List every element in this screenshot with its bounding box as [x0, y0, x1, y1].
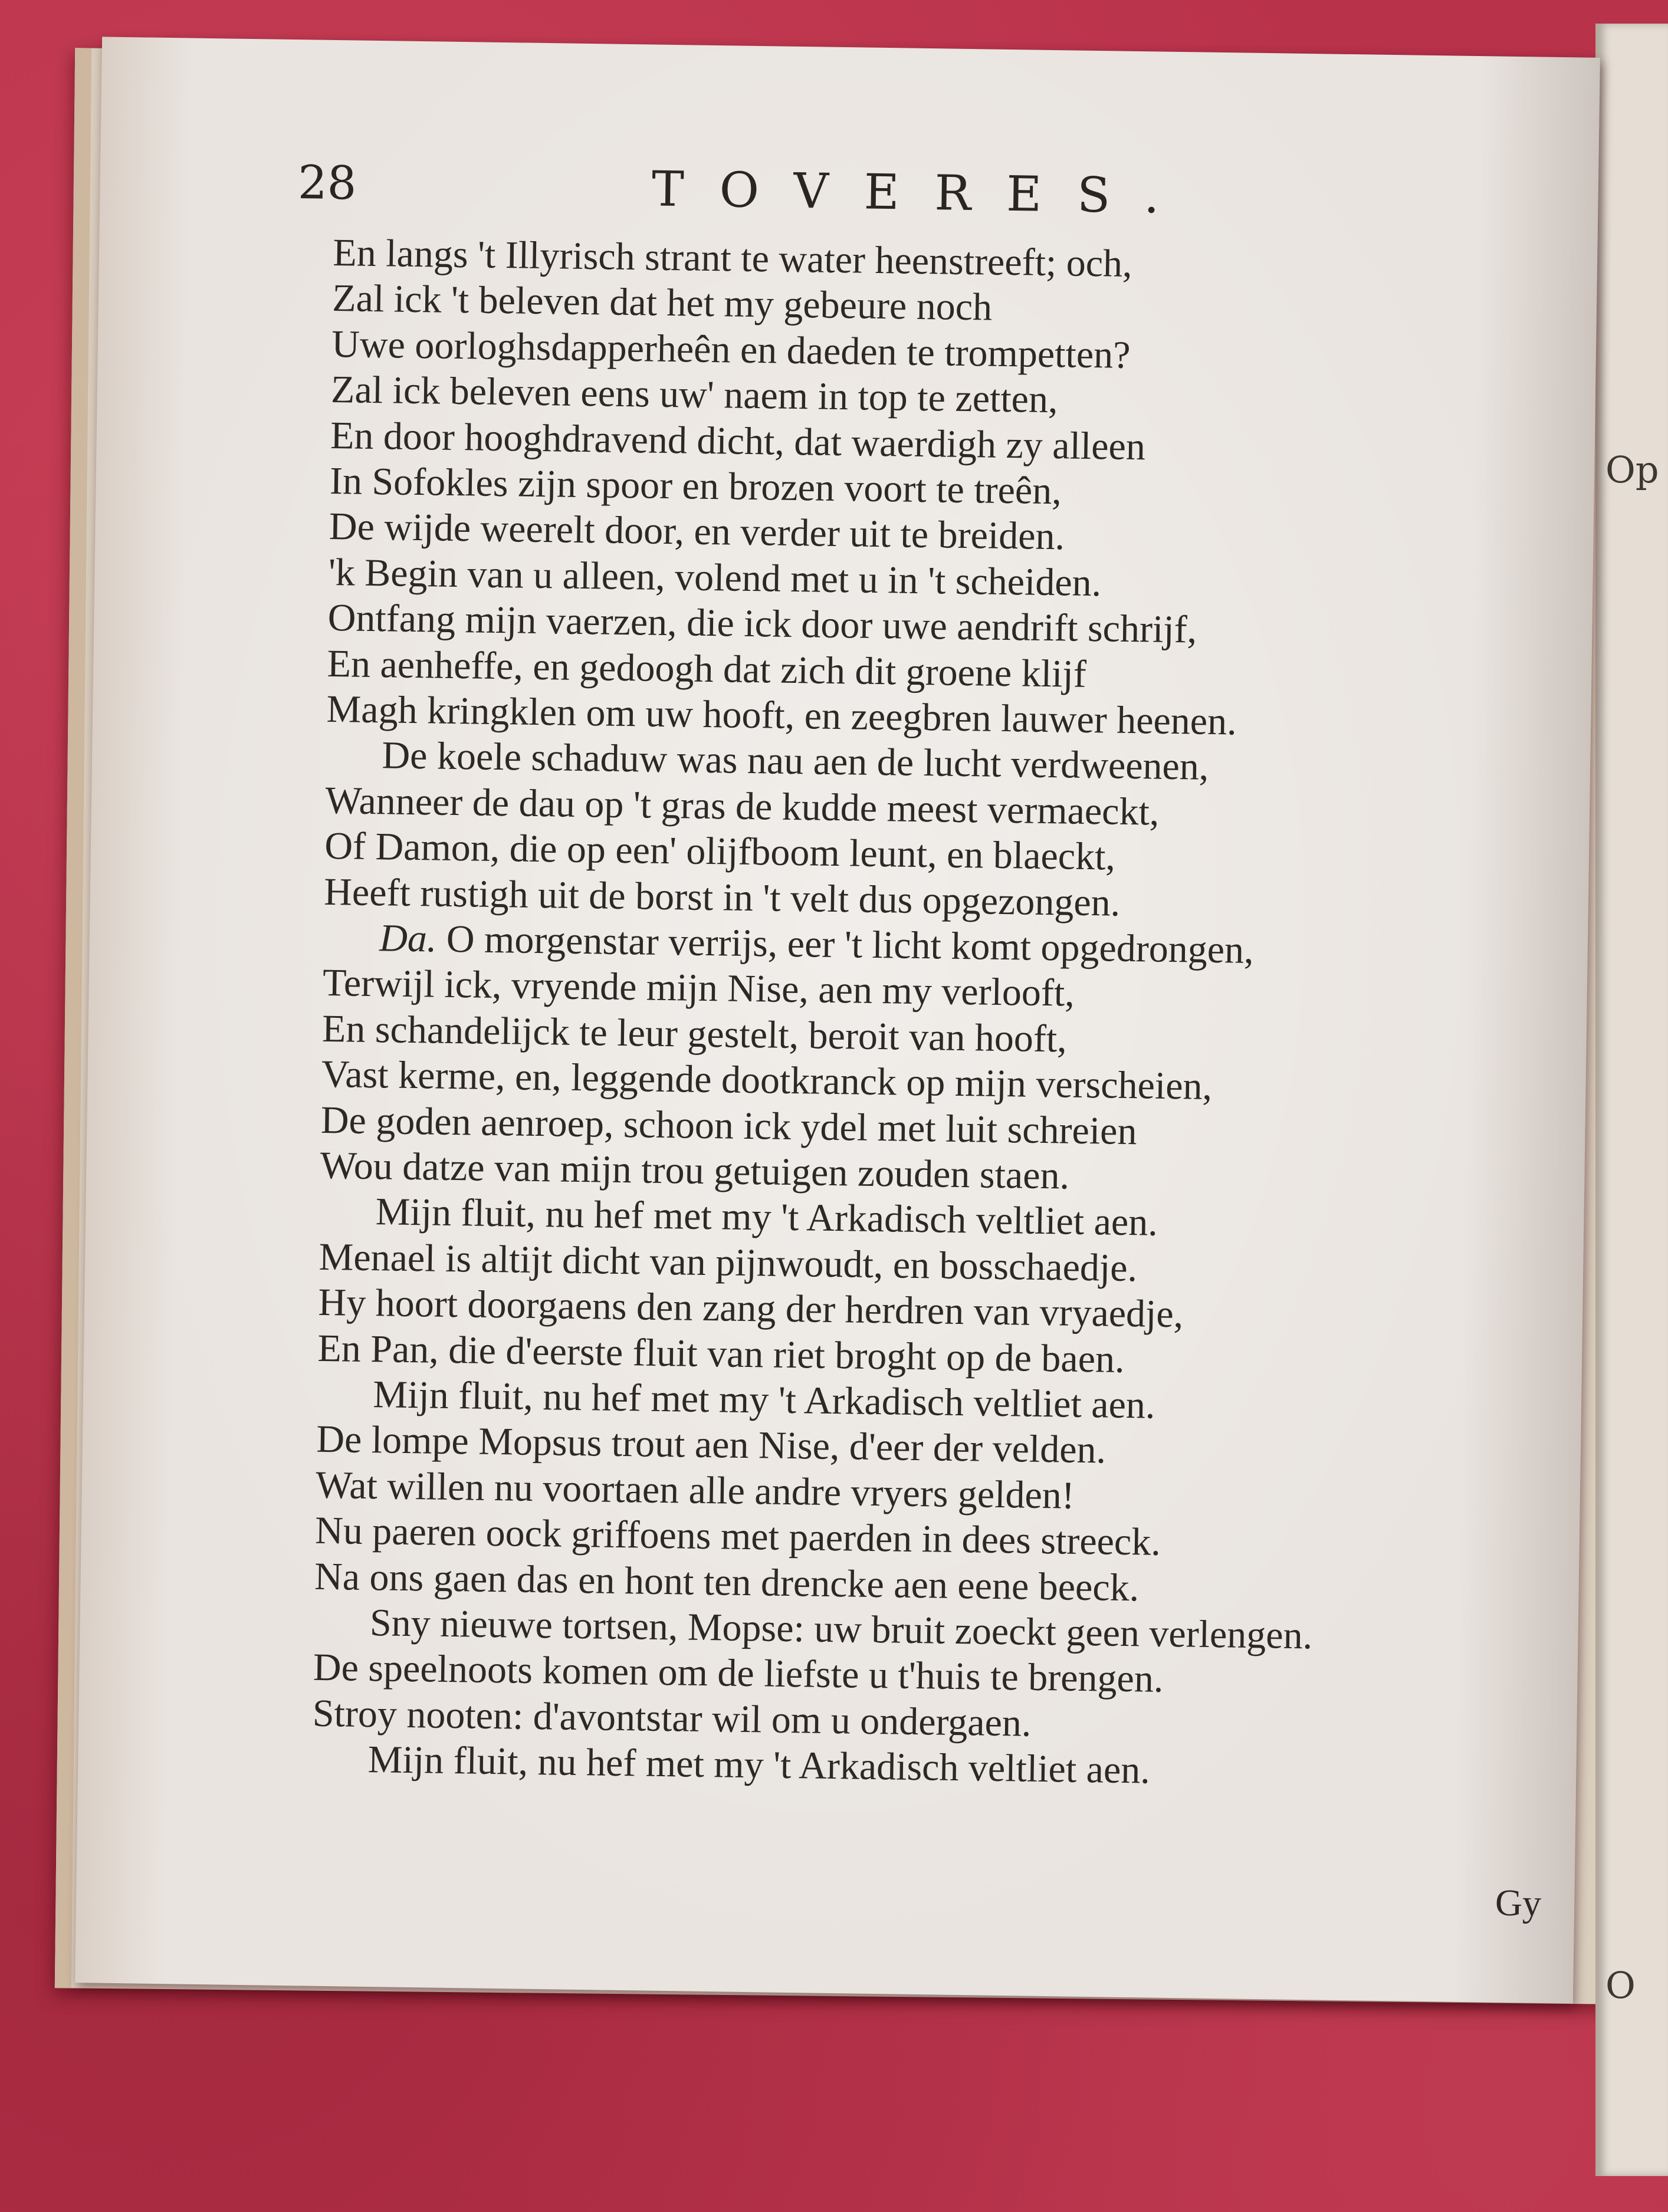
poem-line-text: Sny nieuwe tortsen, Mopse: uw bruit zoeckt geen verlengen. [369, 1601, 1313, 1658]
poem-line-text: En door hooghdravend dicht, dat waerdigh zy alleen [330, 413, 1146, 468]
poem-line-text: Uwe oorloghsdapperheên en daeden te trompetten? [331, 322, 1131, 377]
poem-line-text: Wanneer de dau op 't gras de kudde meest vermaeckt, [324, 778, 1160, 834]
poem-line-text: De goden aenroep, schoon ick ydel met luit schreien [320, 1098, 1138, 1153]
poem-line-text: De speelnoots komen om de liefste u t'huis te brengen. [313, 1646, 1164, 1701]
poem-line-text: Stroy nooten: d'avontstar wil om u ondergaen. [312, 1691, 1032, 1745]
poem-line-text: In Sofokles zijn spoor en brozen voort te treên, [329, 459, 1062, 513]
poem-line-text: En schandelijck te leur gestelt, beroit van hooft, [321, 1007, 1068, 1061]
poem-text [310, 230, 1584, 1957]
poem-line-text: Mijn fluit, nu hef met my 't Arkadisch veltliet aen. [372, 1373, 1155, 1427]
poem-line-text: En Pan, die d'eerste fluit van riet broght op de baen. [317, 1326, 1125, 1381]
poem-line-text: De lompe Mopsus trout aen Nise, d'eer der velden. [316, 1418, 1106, 1472]
poem-line-text: Heeft rustigh uit de borst in 't velt dus opgezongen. [323, 870, 1121, 925]
poem-line-text: Menael is altijt dicht van pijnwoudt, en bosschaedje. [319, 1235, 1138, 1290]
poem-line-text: Nu paeren oock griffoens met paerden in dees streeck. [314, 1508, 1161, 1564]
running-title: TOVERES. [651, 161, 1196, 225]
speaker-label: Da. [379, 916, 437, 961]
poem-line-text: Wat willen nu voortaen alle andre vryers gelden! [315, 1463, 1075, 1517]
page-number: 28 [297, 156, 357, 211]
poem-line-text: 'k Begin van u alleen, volend met u in 't scheiden. [328, 550, 1102, 605]
poem-line-text: Terwijl ick, vryende mijn Nise, aen my verlooft, [322, 961, 1075, 1015]
poem-line-text: De wijde weerelt door, en verder uit te breiden. [329, 505, 1065, 558]
poem-line [367, 1737, 1150, 1793]
poem-line-text: Zal ick beleven eens uw' naem in top te zetten, [330, 368, 1059, 422]
poem-line-text: Ontfang mijn vaerzen, die ick door uwe aendrift schrijf, [327, 596, 1197, 652]
poem-line-text: En aenheffe, en gedoogh dat zich dit groene klijf [327, 642, 1087, 696]
poem-line-text: Mijn fluit, nu hef met my 't Arkadisch veltliet aen. [367, 1738, 1151, 1792]
poem-line-text: Hy hoort doorgaens den zang der herdren van vryaedje, [318, 1281, 1184, 1336]
poem-line-text: Wou datze van mijn trou getuigen zouden staen. [320, 1143, 1070, 1198]
poem-line-text: Magh kringklen om uw hooft, en zeegbren lauwer heenen. [326, 687, 1237, 744]
poem-line-text: Mijn fluit, nu hef met my 't Arkadisch veltliet aen. [375, 1190, 1158, 1245]
catchword: Gy [1495, 1881, 1542, 1924]
poem-line-text: En langs 't Illyrisch strant te water heenstreeft; och, [332, 231, 1133, 285]
facing-page-edge [1595, 24, 1668, 2176]
poem-line-text: Zal ick 't beleven dat het my gebeure noch [331, 277, 993, 329]
poem-line-text: O morgenstar verrijs, eer 't licht komt opgedrongen, [446, 917, 1255, 972]
facing-page-glyph: O [1605, 1964, 1636, 2007]
poem-line-text: De koele schaduw was nau aen de lucht verdweenen, [382, 734, 1209, 789]
poem-line-text: Of Damon, die op een' olijfboom leunt, en blaeckt, [324, 824, 1116, 879]
poem-line-text: Vast kerme, en, leggende dootkranck op mijn verscheien, [321, 1053, 1213, 1109]
facing-page-glyph: Op [1605, 448, 1659, 491]
poem-line-text: Na ons gaen das en hont ten drencke aen eene beeck. [314, 1554, 1140, 1609]
